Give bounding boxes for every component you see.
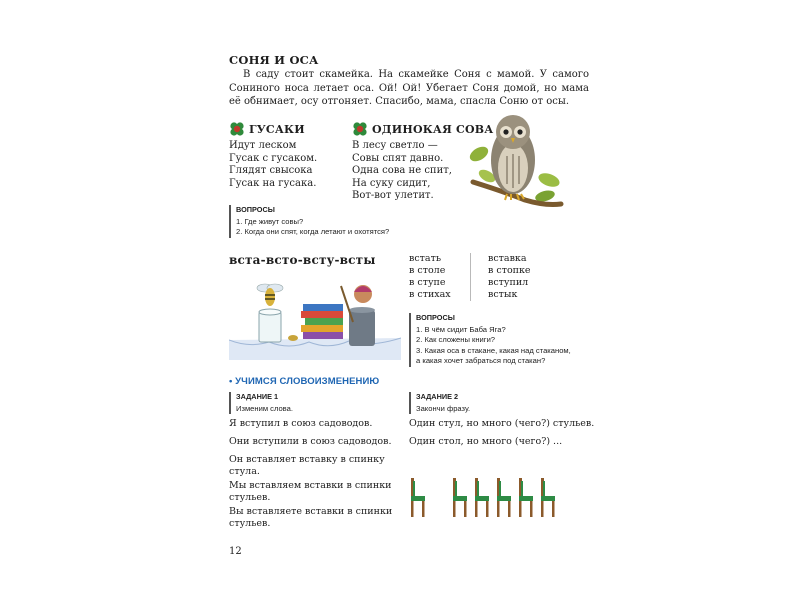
question-item: а какая хочет забраться под стакан? xyxy=(416,356,546,365)
section-heading: • УЧИМСЯ СЛОВОИЗМЕНЕНИЮ xyxy=(229,376,380,387)
task-title: ЗАДАНИЕ 1 xyxy=(236,392,279,401)
words-column-2: вставка в стопке вступил встык xyxy=(488,253,531,300)
sentence: Мы вставляем вставки в спинки стульев. xyxy=(229,480,392,503)
story-title: СОНЯ И ОСА xyxy=(229,53,319,67)
sentence: Он вставляет вставку в спинку стула. xyxy=(229,454,385,477)
task-instruction: Закончи фразу. xyxy=(416,403,471,413)
question-item: 2. Как сложены книги? xyxy=(416,335,496,344)
chair-icon xyxy=(497,478,511,517)
chairs-illustration xyxy=(405,476,573,520)
gusaki-heading xyxy=(229,121,305,137)
syllables-line: вста-всто-всту-всты xyxy=(229,253,376,267)
task-title: ЗАДАНИЕ 2 xyxy=(416,392,459,401)
chair-icon xyxy=(541,478,555,517)
gusaki-title: ГУСАКИ xyxy=(249,122,305,136)
wasp-illustration xyxy=(255,282,285,308)
sentence: Я вступил в союз садоводов. xyxy=(229,418,373,429)
story-text: В саду стоит скамейка. На скамейке Соня с мамой. У самого Сониного носа летает оса. Ой! Ой! Убегает Соня домой, но мама её обнимает, осу отгоняет. Спасибо, мама, спасла Соню от осы. xyxy=(229,69,589,107)
column-divider xyxy=(470,253,471,301)
chair-icon xyxy=(453,478,467,517)
questions-box-2 xyxy=(409,313,606,367)
sentence: Вы вставляете вставки в спинки стульев. xyxy=(229,506,393,529)
questions-title: ВОПРОСЫ xyxy=(236,205,275,214)
question-item: 1. Где живут совы? xyxy=(236,216,304,226)
gusaki-poem: Идут леском Гусак с гусаком. Глядят свысока Гусак на гусака. xyxy=(229,140,318,189)
sentence: Они вступили в союз садоводов. xyxy=(229,436,392,447)
task2-line: Один стул, но много (чего?) стульев. xyxy=(409,418,595,429)
questions-box-1 xyxy=(229,205,436,238)
task-instruction: Изменим слова. xyxy=(236,403,293,413)
question-item: 1. В чём сидит Баба Яга? xyxy=(416,324,506,334)
chair-icon xyxy=(411,478,425,517)
owl-illustration xyxy=(465,108,565,220)
questions-title: ВОПРОСЫ xyxy=(416,313,455,322)
sova-poem: В лесу светло — Совы спят давно. Одна сова не спит, На суку сидит, Вот-вот улетит. xyxy=(352,140,452,201)
chair-icon xyxy=(475,478,489,517)
page-number: 12 xyxy=(229,546,242,557)
question-item: 3. Какая оса в стакане, какая над стаканом, xyxy=(416,345,571,355)
chair-icon xyxy=(519,478,533,517)
clover-icon xyxy=(352,121,368,137)
question-item: 2. Когда они спят, когда летают и охотятся? xyxy=(236,227,390,236)
sova-title: ОДИНОКАЯ СОВА xyxy=(372,122,494,136)
task2-line: Один стол, но много (чего?) ... xyxy=(409,436,563,447)
words-column-1: встать в столе в ступе в стихах xyxy=(409,253,451,300)
task-1-box xyxy=(229,392,396,414)
clover-icon xyxy=(229,121,245,137)
task-2-box xyxy=(409,392,576,414)
